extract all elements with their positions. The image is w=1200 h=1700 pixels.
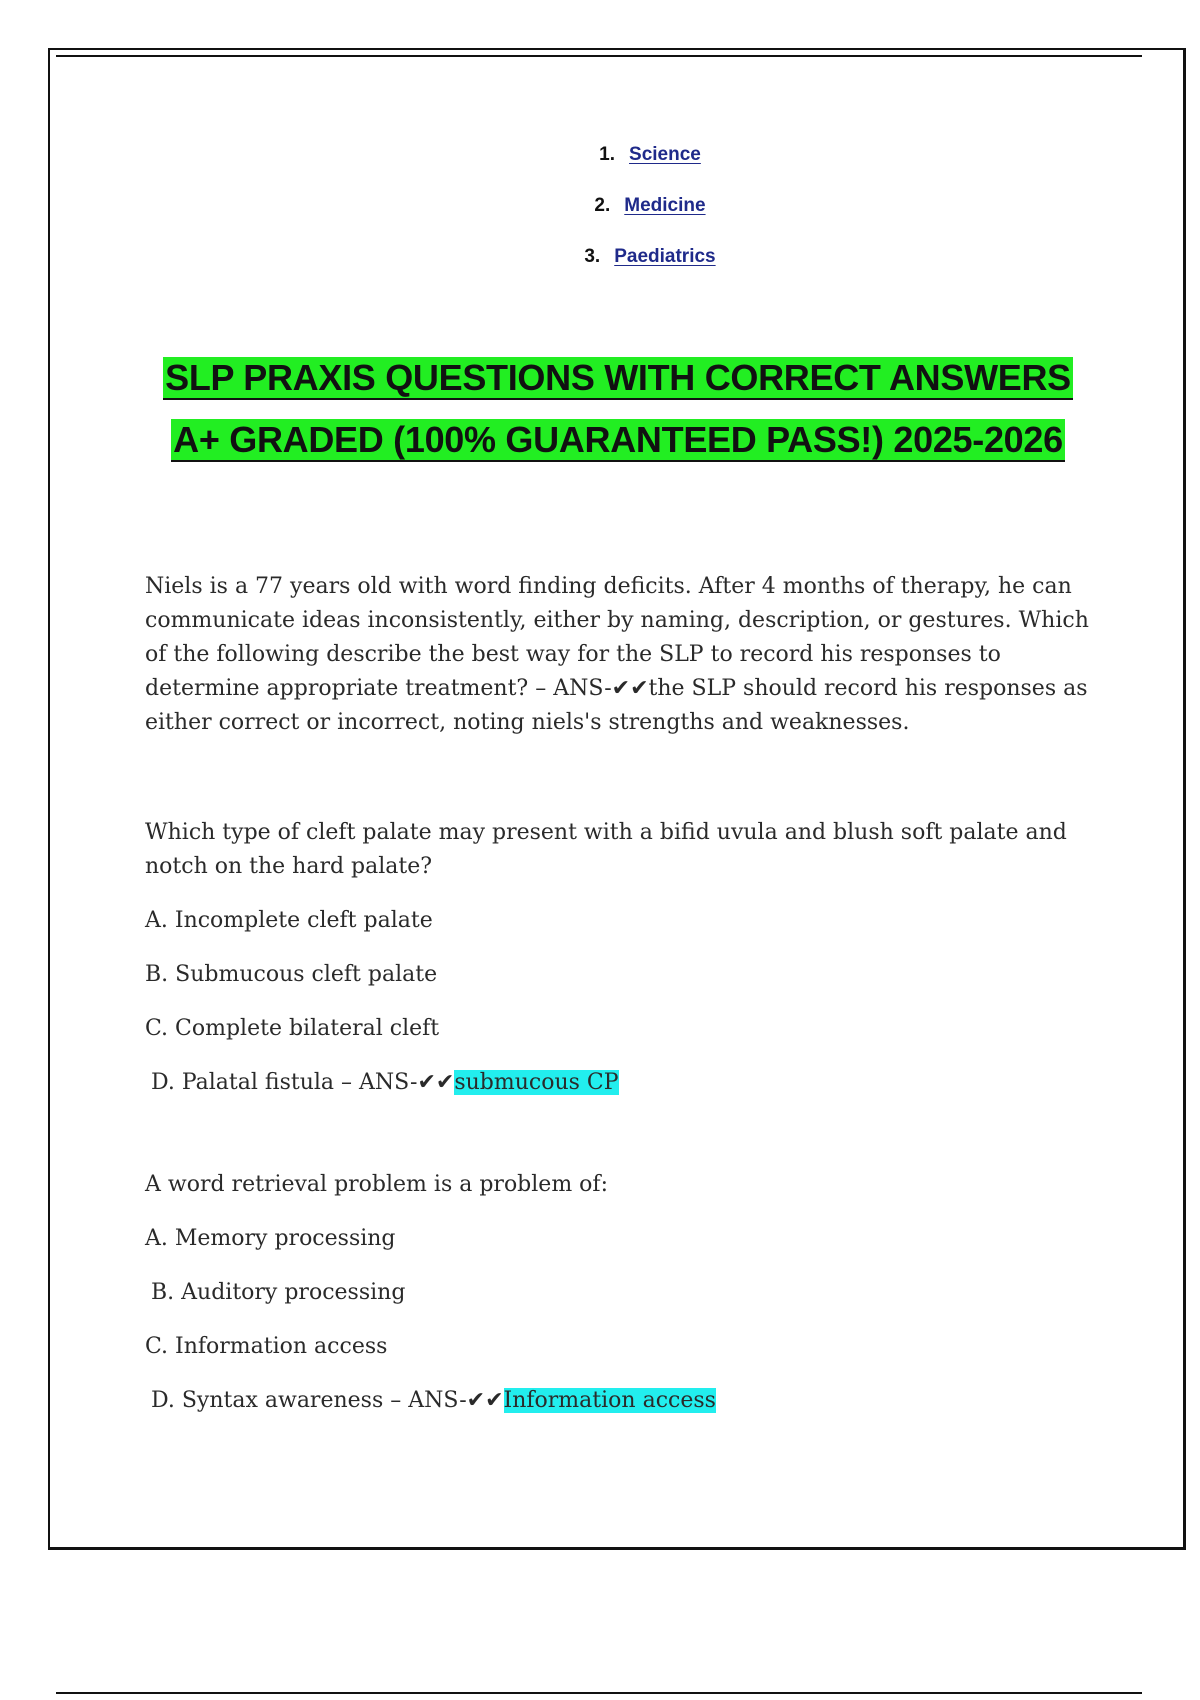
question-3-answer: Information access bbox=[503, 1388, 716, 1413]
question-2-option-d-text: D. Palatal fistula – ANS-✔✔ bbox=[151, 1070, 455, 1095]
breadcrumb bbox=[0, 144, 1200, 297]
question-2-option-d bbox=[145, 1066, 1095, 1100]
breadcrumb-number: 1. bbox=[599, 144, 616, 165]
breadcrumb-item bbox=[0, 144, 1200, 195]
question-3-option-a: A. Memory processing bbox=[145, 1226, 396, 1251]
question-3-stem: A word retrieval problem is a problem of: bbox=[145, 1172, 608, 1197]
question-1-text: Niels is a 77 years old with word finding deficits. After 4 months of therapy, he can communicate ideas inconsistently, either by naming, description, or gestures. Which of the following describe the best way for the SLP to record his responses to determine appropriate treatment? – ANS-✔✔the SLP should record his responses as either correct or incorrect, noting niels's strengths and weaknesses. bbox=[145, 574, 1089, 735]
question-content bbox=[145, 570, 1095, 1438]
breadcrumb-link-science[interactable]: Science bbox=[629, 144, 701, 165]
question-3-option-d bbox=[145, 1384, 1095, 1418]
question-3-option-d-text: D. Syntax awareness – ANS-✔✔ bbox=[151, 1388, 504, 1413]
breadcrumb-link-medicine[interactable]: Medicine bbox=[624, 195, 706, 216]
title-line-2: A+ GRADED (100% GUARANTEED PASS!) 2025-2026 bbox=[173, 419, 1063, 460]
question-3-option-b: B. Auditory processing bbox=[151, 1280, 406, 1305]
question-2-option-a: A. Incomplete cleft palate bbox=[145, 908, 433, 933]
question-3-option-c: C. Information access bbox=[145, 1334, 388, 1359]
breadcrumb-number: 3. bbox=[584, 246, 601, 267]
breadcrumb-number: 2. bbox=[594, 195, 611, 216]
breadcrumb-item bbox=[0, 246, 1200, 297]
bottom-rule bbox=[56, 1692, 1142, 1694]
question-2-option-c: C. Complete bilateral cleft bbox=[145, 1016, 440, 1041]
breadcrumb-link-paediatrics[interactable]: Paediatrics bbox=[614, 246, 716, 267]
breadcrumb-item bbox=[0, 195, 1200, 246]
title-line-1: SLP PRAXIS QUESTIONS WITH CORRECT ANSWERS bbox=[165, 357, 1071, 398]
question-2-stem: Which type of cleft palate may present with a bifid uvula and blush soft palate and notch on the hard palate? bbox=[145, 820, 1067, 879]
question-2-option-b: B. Submucous cleft palate bbox=[145, 962, 438, 987]
page-title bbox=[0, 352, 1200, 476]
question-2-answer: submucous CP bbox=[454, 1070, 619, 1095]
